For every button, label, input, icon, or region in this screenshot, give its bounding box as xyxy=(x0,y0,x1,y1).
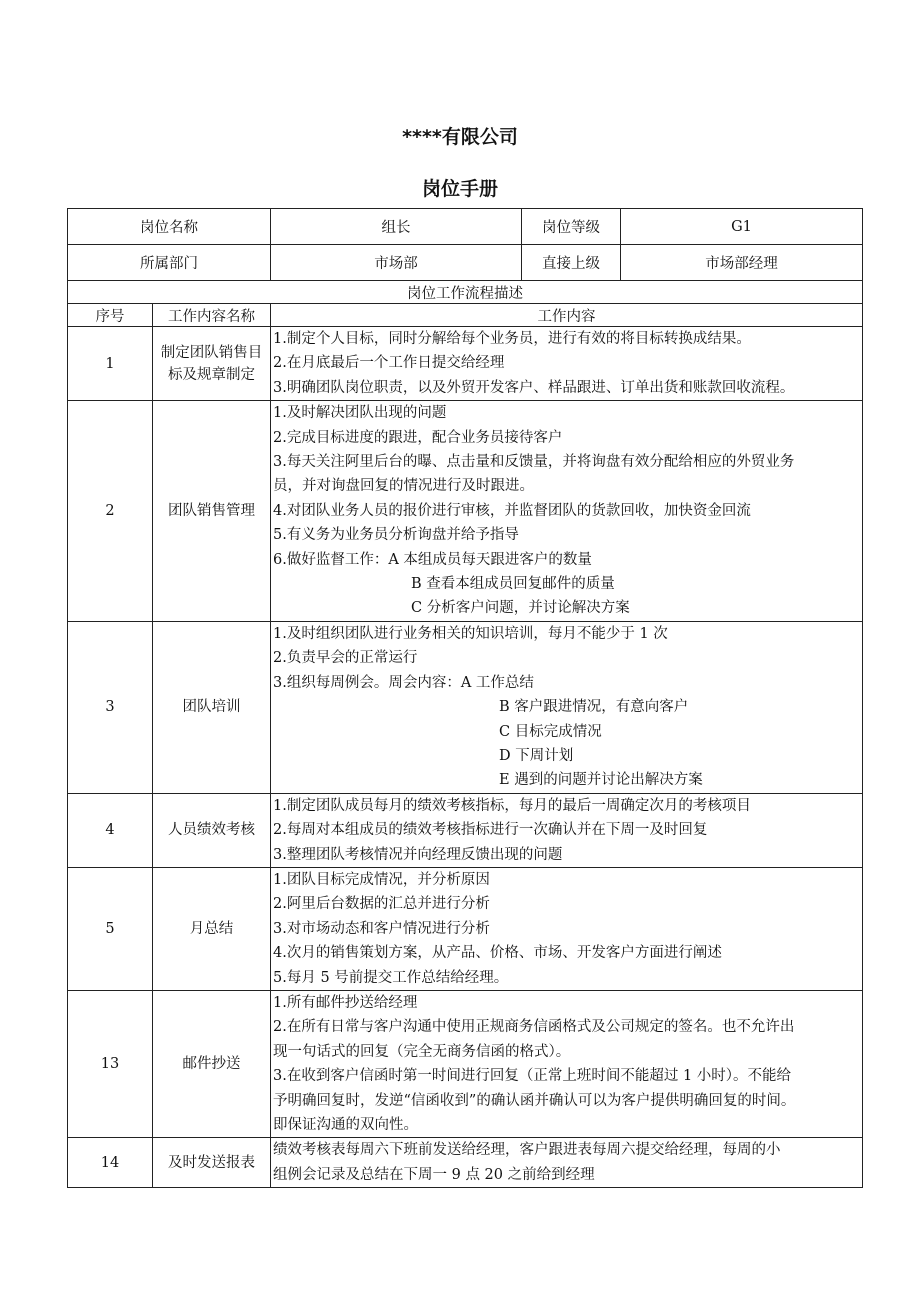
content-line: 5.有义务为业务员分析询盘并给予指导 xyxy=(273,527,519,544)
content-line: 3.整理团队考核情况并向经理反馈出现的问题 xyxy=(273,846,563,863)
content-line: 1.制定团队成员每月的绩效考核指标，每月的最后一周确定次月的考核项目 xyxy=(273,797,751,814)
content-line: 3.每天关注阿里后台的曝、点击量和反馈量，并将询盘有效分配给相应的外贸业务 xyxy=(273,454,795,471)
content-line: 4.对团队业务人员的报价进行审核，并监督团队的货款回收，加快资金回流 xyxy=(273,502,751,519)
content-line: 3.明确团队岗位职责，以及外贸开发客户、样品跟进、订单出货和账款回收流程。 xyxy=(273,379,795,396)
content-line: 1.团队目标完成情况，并分析原因 xyxy=(273,871,490,888)
table-row xyxy=(68,327,863,401)
content-line: 员，并对询盘回复的情况进行及时跟进。 xyxy=(273,478,534,495)
content-line: C 目标完成情况 xyxy=(499,723,602,740)
row-work-content xyxy=(271,793,863,867)
content-line: 4.次月的销售策划方案，从产品、价格、市场、开发客户方面进行阐述 xyxy=(273,945,722,962)
content-line: 2.每周对本组成员的绩效考核指标进行一次确认并在下周一及时回复 xyxy=(273,822,708,839)
col-header-name: 工作内容名称 xyxy=(153,304,271,327)
content-line: 1.所有邮件抄送给经理 xyxy=(273,994,418,1011)
content-line: 予明确回复时，发逆“信函收到”的确认函并确认可以为客户提供明确回复的时间。 xyxy=(273,1092,796,1109)
table-row xyxy=(68,621,863,793)
row-number: 1 xyxy=(68,327,153,401)
content-line: 1.及时解决团队出现的问题 xyxy=(273,405,447,422)
row-number: 4 xyxy=(68,793,153,867)
row-work-content xyxy=(271,401,863,622)
content-line: 2.在月底最后一个工作日提交给经理 xyxy=(273,355,505,372)
content-line: 3.组织每周例会。周会内容：A 工作总结 xyxy=(273,674,534,691)
position-level-label: 岗位等级 xyxy=(522,209,621,245)
row-number: 2 xyxy=(68,401,153,622)
row-task-name: 月总结 xyxy=(153,867,271,990)
content-line: B 客户跟进情况，有意向客户 xyxy=(499,699,689,716)
content-line: 2.阿里后台数据的汇总并进行分析 xyxy=(273,896,490,913)
row-work-content xyxy=(271,621,863,793)
row-task-name: 制定团队销售目标及规章制定 xyxy=(153,327,271,401)
content-line: D 下周计划 xyxy=(499,747,574,764)
workflow-header-row xyxy=(68,304,863,327)
superior-label: 直接上级 xyxy=(522,245,621,281)
position-name-label: 岗位名称 xyxy=(68,209,271,245)
table-row xyxy=(68,867,863,990)
row-task-name: 邮件抄送 xyxy=(153,990,271,1137)
row-task-name: 团队销售管理 xyxy=(153,401,271,622)
row-number: 13 xyxy=(68,990,153,1137)
content-line: 绩效考核表每周六下班前发送给经理，客户跟进表每周六提交给经理，每周的小 xyxy=(273,1142,781,1159)
row-number: 5 xyxy=(68,867,153,990)
job-manual-table xyxy=(67,208,863,1188)
superior-value: 市场部经理 xyxy=(621,245,863,281)
row-work-content xyxy=(271,1138,863,1188)
department-value: 市场部 xyxy=(271,245,522,281)
content-line: C 分析客户问题，并讨论解决方案 xyxy=(411,600,630,617)
row-number: 3 xyxy=(68,621,153,793)
manual-title: 岗位手册 xyxy=(421,178,498,200)
row-task-name: 团队培训 xyxy=(153,621,271,793)
content-line: B 查看本组成员回复邮件的质量 xyxy=(411,576,615,593)
table-row xyxy=(68,990,863,1137)
row-work-content xyxy=(271,867,863,990)
position-name-value: 组长 xyxy=(271,209,522,245)
row-task-name: 及时发送报表 xyxy=(153,1138,271,1188)
workflow-section-row xyxy=(68,281,863,304)
content-line: 2.在所有日常与客户沟通中使用正规商务信函格式及公司规定的签名。也不允许出 xyxy=(273,1019,795,1036)
row-work-content xyxy=(271,990,863,1137)
position-level-value: G1 xyxy=(621,209,863,245)
col-header-no: 序号 xyxy=(68,304,153,327)
content-line: 3.对市场动态和客户情况进行分析 xyxy=(273,920,490,937)
workflow-section-title: 岗位工作流程描述 xyxy=(68,281,863,304)
info-row-department xyxy=(68,245,863,281)
content-line: 1.制定个人目标，同时分解给每个业务员，进行有效的将目标转换成结果。 xyxy=(273,331,751,347)
table-row xyxy=(68,401,863,622)
table-row xyxy=(68,793,863,867)
content-line: 2.负责早会的正常运行 xyxy=(273,650,418,667)
info-row-position xyxy=(68,209,863,245)
content-line: 组例会记录及总结在下周一 9 点 20 之前给到经理 xyxy=(273,1166,595,1183)
content-line: 1.及时组织团队进行业务相关的知识培训，每月不能少于 1 次 xyxy=(273,625,668,642)
content-line: 即保证沟通的双向性。 xyxy=(273,1117,418,1133)
content-line: 5.每月 5 号前提交工作总结给经理。 xyxy=(273,969,509,986)
col-header-content: 工作内容 xyxy=(271,304,863,327)
company-title: ****有限公司 xyxy=(402,126,518,148)
row-task-name: 人员绩效考核 xyxy=(153,793,271,867)
content-line: 6.做好监督工作：A 本组成员每天跟进客户的数量 xyxy=(273,551,592,568)
row-work-content xyxy=(271,327,863,401)
row-number: 14 xyxy=(68,1138,153,1188)
content-line: E 遇到的问题并讨论出解决方案 xyxy=(499,772,703,789)
content-line: 2.完成目标进度的跟进，配合业务员接待客户 xyxy=(273,429,563,446)
content-line: 现一句话式的回复（完全无商务信函的格式）。 xyxy=(273,1043,571,1060)
content-line: 3.在收到客户信函时第一时间进行回复（正常上班时间不能超过 1 小时）。不能给 xyxy=(273,1068,792,1085)
table-row xyxy=(68,1138,863,1188)
department-label: 所属部门 xyxy=(68,245,271,281)
